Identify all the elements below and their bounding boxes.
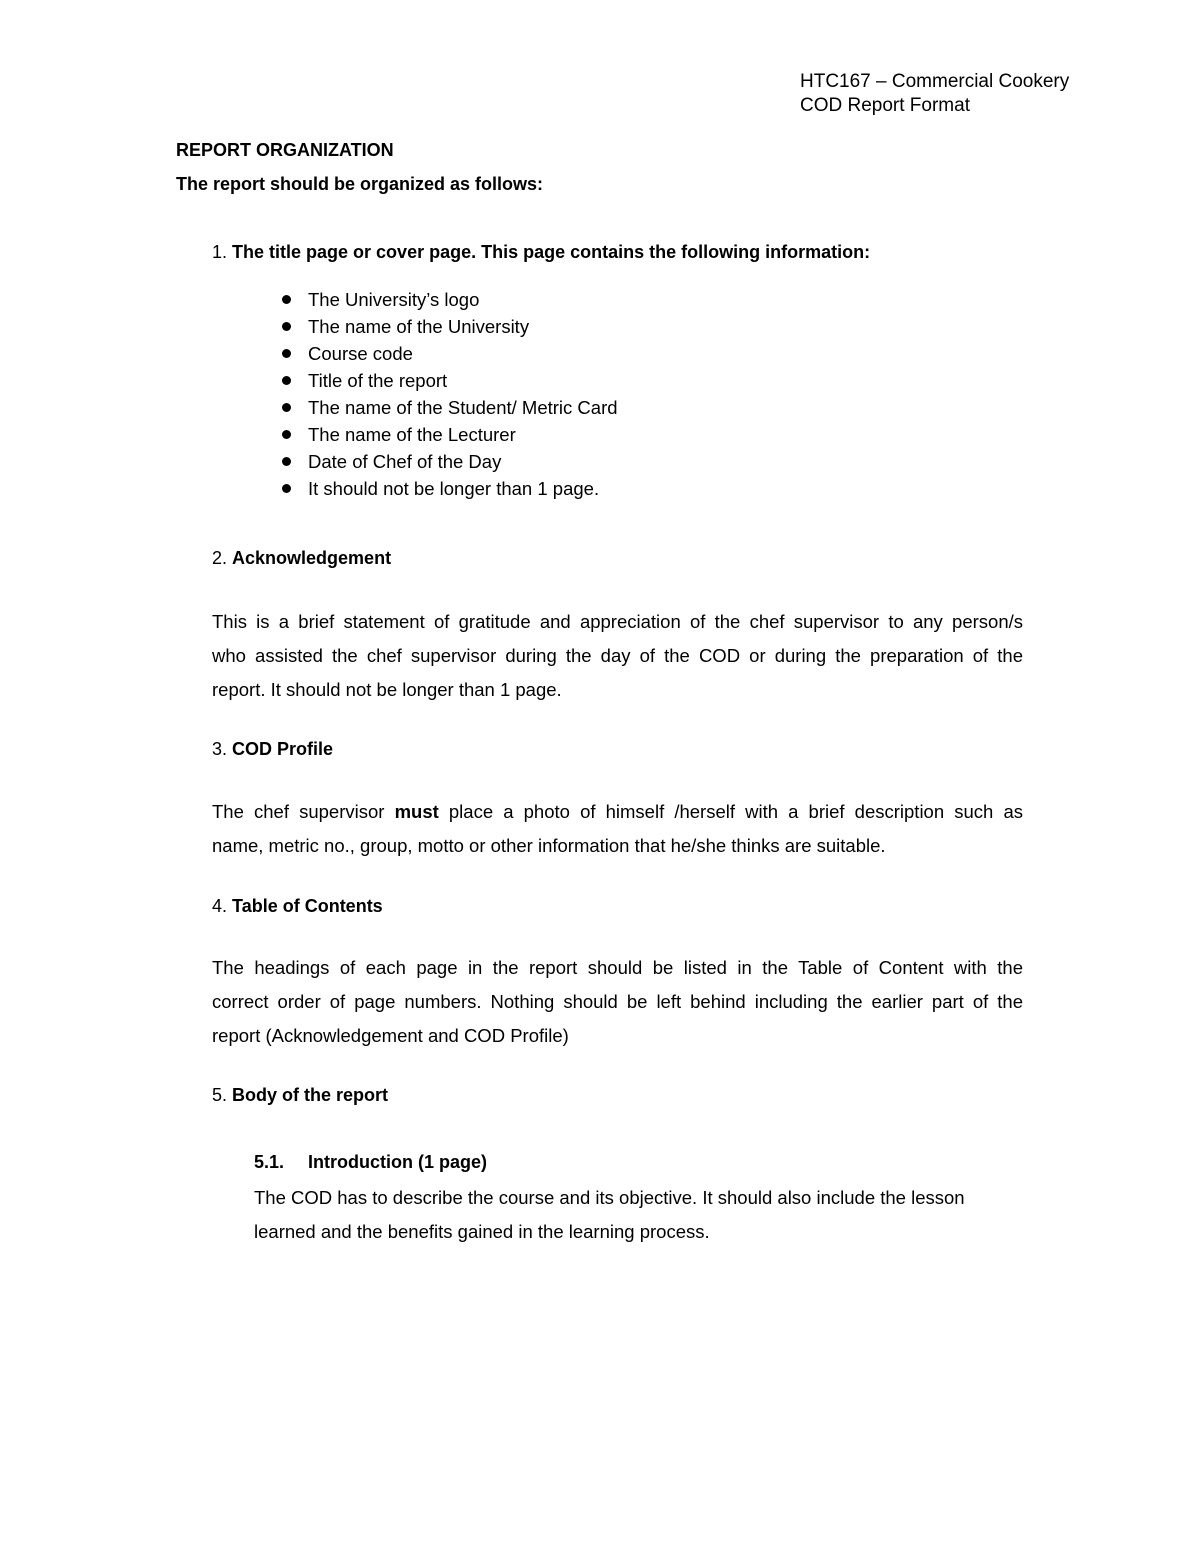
section-title: COD Profile (232, 739, 334, 759)
section-number: 4. (212, 896, 228, 916)
list-item: Date of Chef of the Day (280, 450, 618, 477)
subsection-5-1-heading (254, 1152, 487, 1173)
section-title: Table of Contents (232, 896, 383, 916)
list-item: The name of the Lecturer (280, 423, 618, 450)
bullet-icon (282, 322, 291, 331)
list-item: Course code (280, 342, 618, 369)
bullet-icon (282, 376, 291, 385)
cod-profile-paragraph: The chef supervisor must place a photo of himself /herself with a brief description such as name, metric no., group, motto or other information that he/she thinks are suitable. (212, 795, 1023, 863)
paragraph-line: The chef supervisor must place a photo of himself /herself with a brief description such as (212, 801, 1023, 822)
emphasis-must: must (394, 801, 439, 822)
title-page-info-list (280, 288, 618, 504)
table-of-contents-paragraph: The headings of each page in the report should be listed in the Table of Content with the correct order of page numbers. Nothing should be left behind including the earlier part of the report (Acknowledgement and COD Profile) (212, 957, 1023, 1046)
bullet-icon (282, 430, 291, 439)
bullet-icon (282, 349, 291, 358)
section-number: 2. (212, 548, 228, 568)
header-course: HTC167 – Commercial Cookery (800, 71, 1070, 92)
section-title: Body of the report (232, 1085, 389, 1105)
bullet-icon (282, 484, 291, 493)
report-intro: The report should be organized as follows: (176, 174, 544, 194)
section-number: 5. (212, 1085, 228, 1105)
section-3-heading (212, 739, 333, 760)
list-item: It should not be longer than 1 page. (280, 477, 618, 504)
section-number: 1. (212, 242, 228, 262)
subsection-number: 5.1. (254, 1152, 285, 1172)
section-title: Acknowledgement (232, 548, 392, 568)
bullet-icon (282, 457, 291, 466)
document-header (800, 70, 1069, 118)
introduction-paragraph: The COD has to describe the course and its objective. It should also include the lesson learned and the benefits gained in the learning process. (254, 1187, 965, 1242)
section-4-heading (212, 896, 383, 917)
acknowledgement-paragraph: This is a brief statement of gratitude and appreciation of the chef supervisor to any person/s who assisted the chef supervisor during the day of the COD or during the preparation of the report. It should not be longer than 1 page. (212, 611, 1023, 700)
section-5-heading (212, 1085, 388, 1106)
list-item: Title of the report (280, 369, 618, 396)
list-item: The name of the University (280, 315, 618, 342)
list-item: The name of the Student/ Metric Card (280, 396, 618, 423)
section-title: The title page or cover page. This page contains the following information: (232, 242, 871, 262)
header-doc-type: COD Report Format (800, 95, 970, 116)
list-item: The University’s logo (280, 288, 618, 315)
bullet-icon (282, 403, 291, 412)
bullet-icon (282, 295, 291, 304)
section-2-heading (212, 548, 391, 569)
section-1-heading (212, 242, 870, 263)
page-title: REPORT ORGANIZATION (176, 140, 394, 160)
subsection-title: Introduction (1 page) (308, 1152, 487, 1172)
section-number: 3. (212, 739, 228, 759)
